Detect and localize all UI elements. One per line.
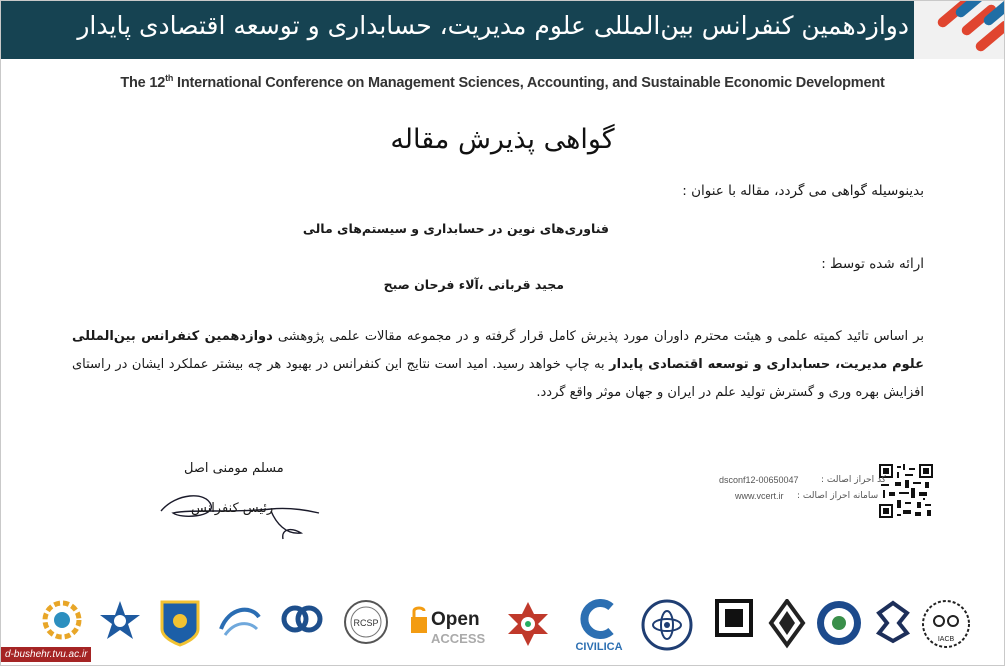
signer-name: مسلم مومنی اصل	[184, 461, 284, 476]
open-lock-icon	[409, 605, 429, 635]
iacb-logo-text: IACB	[937, 636, 955, 643]
verification-site-label: سامانه احراز اصالت :	[797, 491, 879, 501]
knot-logo	[277, 599, 327, 645]
verification-site-link[interactable]: www.vcert.ir	[735, 491, 784, 501]
open-access-logo	[409, 605, 491, 651]
certificate-body: بر اساس تائید کمیته علمی و هیئت محترم داوران مورد پذیرش کامل قرار گرفته و در مجموعه مقالات علمی پژوهشی دوازدهمین کنفرانس بین‌المللی علوم مدیریت، حسابداری و توسعه اقتصادی پایدار به چاپ خواهد رسید. امید است نتایج این کنفرانس در بهبود هر چه بیشتر عملکرد ایشان در راستای افزایش بهره وری و گسترش تولید علم در ایران و جهان موثر واقع گردد.	[72, 329, 924, 400]
access-word: ACCESS	[431, 631, 486, 646]
corner-decoration	[914, 1, 1004, 59]
open-access-word: Open	[431, 609, 480, 630]
iacb-logo	[921, 599, 971, 649]
certificate-intro: بدینوسیله گواهی می گردد، مقاله با عنوان :	[682, 183, 924, 199]
hexagon-logo	[873, 599, 913, 645]
banner-title: دوازدهمین کنفرانس بین‌المللی علوم مدیریت، حسابداری و توسعه اقتصادی پایدار	[77, 11, 909, 40]
verification-code-value: dsconf12-00650047	[719, 475, 799, 485]
civilica-logo	[569, 599, 629, 659]
paper-title: فناوری‌های نوین در حسابداری و سیستم‌های مالی	[302, 221, 609, 236]
authors: مجید قربانی ،آلاء فرحان صبح	[383, 277, 564, 292]
star-logo	[97, 599, 143, 645]
english-conference-title: The 12th International Conference on Management Sciences, Accounting, and Sustainable Economic Development	[120, 73, 885, 91]
certificate-title: گواهی پذیرش مقاله	[390, 124, 615, 155]
sponsor-logos	[37, 599, 977, 661]
header-banner	[1, 1, 1004, 59]
qr-code	[879, 464, 933, 518]
verification-code-label: کد احراز اصالت :	[821, 475, 886, 485]
civilica-text: CIVILICA	[575, 641, 623, 653]
signer-role: رئیس کنفرانس	[191, 501, 274, 516]
atom-logo	[641, 599, 693, 651]
gear-logo	[41, 599, 83, 641]
civilica-mark	[577, 599, 621, 639]
rcsp-logo	[343, 599, 389, 645]
conference-name-bold: دوازدهمین کنفرانس بین‌المللی علوم مدیریت، حسابداری و توسعه اقتصادی پایدار	[72, 329, 924, 372]
presented-by-label: ارائه شده توسط :	[821, 256, 924, 272]
shield-logo	[159, 599, 201, 647]
diamond-logo	[767, 599, 807, 649]
islamic-star-logo	[503, 599, 553, 649]
site-watermark: d-bushehr.tvu.ac.ir	[1, 647, 91, 662]
round-seal-logo	[815, 599, 863, 647]
rcsp-logo-text: RCSP	[353, 618, 379, 628]
university-knot-logo	[713, 599, 755, 649]
swirl-logo	[215, 599, 265, 645]
